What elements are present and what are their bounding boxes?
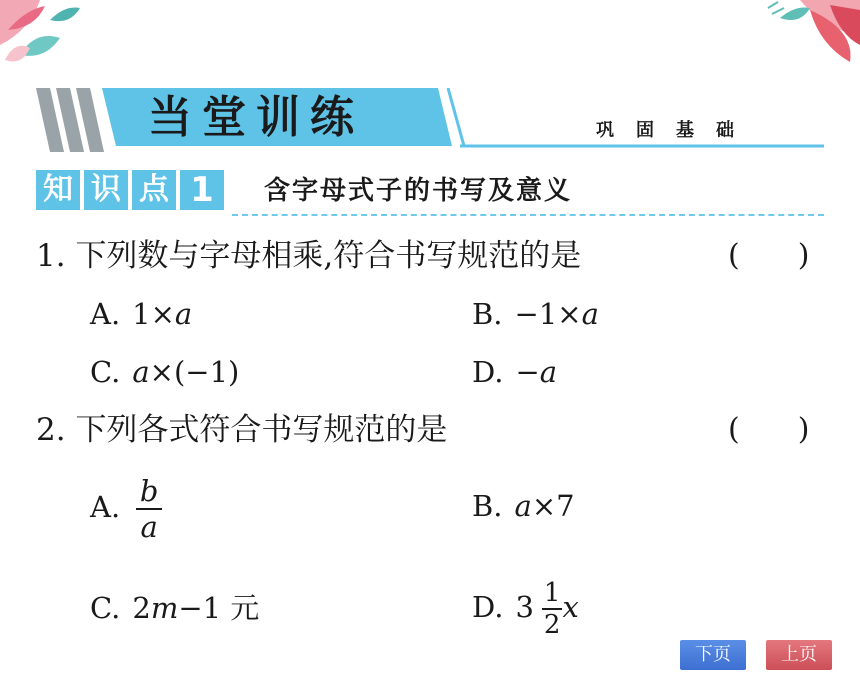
question-number: 2. (36, 412, 66, 448)
leaf-decoration-left-icon (0, 0, 90, 70)
option-label: A. (90, 490, 121, 524)
knowledge-point-header (36, 170, 824, 216)
option-label: D. (472, 590, 504, 624)
knowledge-point-char: 识 (84, 170, 128, 210)
option-b[interactable]: B. −1×a (472, 297, 599, 331)
question-2 (36, 410, 447, 450)
option-label: A. (90, 297, 121, 331)
option-label: B. (472, 489, 503, 523)
option-d[interactable]: D. 3 $\frac{1}{2}$ x (472, 578, 579, 640)
question-1 (36, 236, 581, 276)
option-b[interactable]: B. a×7 (472, 489, 575, 523)
option-label: C. (90, 355, 121, 389)
previous-page-button[interactable]: 上页 (766, 640, 832, 670)
knowledge-point-char: 点 (132, 170, 176, 210)
question-text: 下列各式符合书写规范的是 (75, 412, 448, 448)
answer-blank[interactable]: ( ) (728, 412, 810, 447)
knowledge-point-title: 含字母式子的书写及意义 (264, 176, 573, 206)
option-a[interactable]: A. 1×a (90, 297, 193, 331)
option-c[interactable]: C. a×(−1) (90, 355, 240, 389)
fraction: $\frac{1}{2}$ (543, 578, 561, 640)
answer-blank[interactable]: ( ) (728, 238, 810, 273)
page-title: 当堂训练 (148, 92, 364, 143)
fraction: $\frac{b}{a}$ (136, 474, 162, 544)
page-subtitle: 巩固基础 (596, 120, 756, 141)
option-label: C. (90, 591, 121, 625)
option-d[interactable]: D. −a (472, 355, 558, 389)
option-label: D. (472, 355, 504, 389)
question-number: 1. (36, 238, 66, 274)
question-text: 下列数与字母相乘,符合书写规范的是 (75, 238, 582, 274)
leaf-decoration-right-icon (740, 0, 860, 75)
knowledge-point-number: 1 (180, 170, 224, 210)
option-a[interactable] (90, 470, 162, 544)
knowledge-point-char: 知 (36, 170, 80, 210)
option-label: B. (472, 297, 503, 331)
next-page-button[interactable]: 下页 (680, 640, 746, 670)
dashed-divider (232, 214, 824, 216)
option-c[interactable]: C. 2m−1 元 (90, 591, 260, 625)
